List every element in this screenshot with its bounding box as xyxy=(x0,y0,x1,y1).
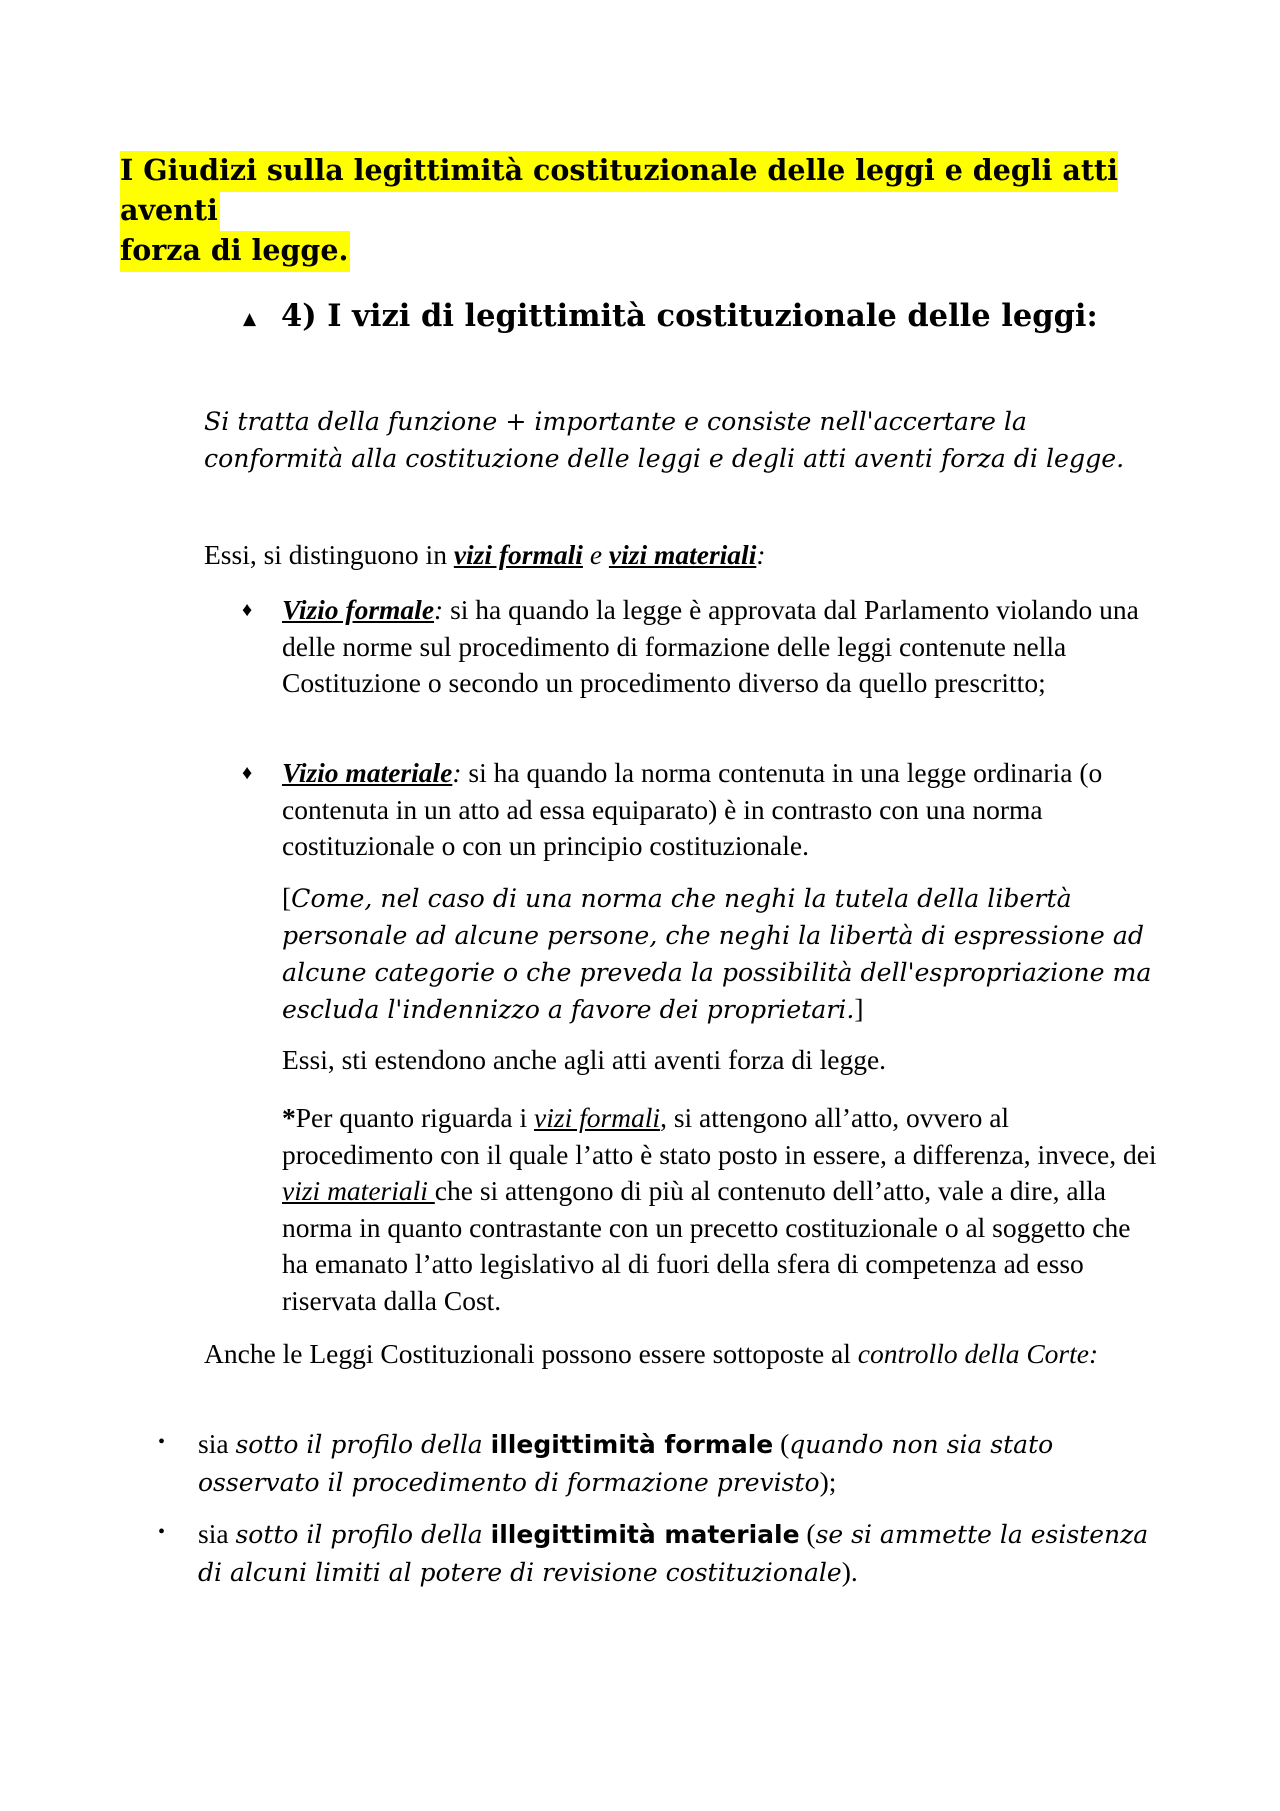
note-part-3: che si attengono di più al contenuto dell’atto, vale a dire, alla norma in quanto contrastante con un precetto costituzionale o al soggetto che ha emanato l’atto legislativo al di fuori della sfera di competenza ad esso riservata dalla Cost. xyxy=(282,1175,1131,1316)
profile-open-paren: ( xyxy=(799,1518,816,1549)
section-heading-text: 4) I vizi di legittimità costituzionale delle leggi: xyxy=(281,298,1098,334)
term-vizi-formali: vizi formali xyxy=(453,539,583,570)
asterisk-mark: * xyxy=(282,1102,296,1133)
bracket-close: ] xyxy=(854,993,864,1024)
note-paragraph xyxy=(282,1100,1162,1319)
title-line-1: I Giudizi sulla legittimità costituzionale delle leggi e degli atti aventi xyxy=(120,151,1118,232)
profile-lead: sia xyxy=(198,1518,236,1549)
constitutional-italic: controllo della Corte: xyxy=(857,1338,1099,1369)
distinction-conj: e xyxy=(582,539,609,570)
list-item-vizio-materiale xyxy=(242,755,1162,865)
profile-bold-term: illegittimità materiale xyxy=(490,1520,800,1549)
example-paragraph xyxy=(282,880,1162,1028)
note-part-1: Per quanto riguarda i xyxy=(295,1102,535,1133)
distinction-suffix: : xyxy=(756,539,766,570)
intro-paragraph: Si tratta della funzione + importante e consiste nell'accertare la conformità alla costituzione delle leggi e degli atti aventi forza di legge. xyxy=(204,407,1125,473)
profile-detail: quando non sia stato osservato il procedimento di formazione previsto xyxy=(198,1430,1054,1497)
list-item-illegittimita-formale xyxy=(158,1426,1168,1501)
term-vizio-formale: Vizio formale xyxy=(282,594,435,625)
dot-bullet-icon: • xyxy=(158,1521,166,1543)
section-heading xyxy=(243,296,1143,339)
list-item-vizio-formale xyxy=(242,592,1162,702)
distinction-prefix: Essi, si distinguono in xyxy=(204,539,454,570)
document-title xyxy=(120,150,1130,270)
profile-bold-term: illegittimità formale xyxy=(490,1430,774,1459)
bracket-open: [ xyxy=(282,882,292,913)
triangle-bullet-icon: ▲ xyxy=(243,309,257,329)
diamond-bullet-icon: ♦ xyxy=(242,599,253,621)
extension-paragraph: Essi, sti estendono anche agli atti aventi forza di legge. xyxy=(282,1044,887,1075)
constitutional-laws-paragraph xyxy=(204,1336,1164,1373)
profile-open-paren: ( xyxy=(773,1428,790,1459)
title-line-2: forza di legge. xyxy=(120,231,350,272)
profile-detail: se si ammette la esistenza di alcuni limiti al potere di revisione costituzionale xyxy=(198,1520,1149,1587)
vizio-materiale-text: si ha quando la norma contenuta in una legge ordinaria (o contenuta in un atto ad essa equiparato) è in contrasto con una norma costituzionale o con un principio costituzionale. xyxy=(282,757,1103,861)
distinction-paragraph xyxy=(204,537,766,574)
note-term-vizi-formali: vizi formali xyxy=(534,1102,661,1133)
note-part-2: , si attengono all’atto, ovvero al procedimento con il quale l’atto è stato posto in essere, a differenza, invece, dei xyxy=(282,1102,1157,1170)
term-vizi-materiali: vizi materiali xyxy=(608,539,757,570)
term-colon: : xyxy=(452,757,462,788)
profile-lead: sia xyxy=(198,1428,236,1459)
dot-bullet-icon: • xyxy=(158,1431,166,1453)
profile-italic: sotto il profilo della xyxy=(235,1430,491,1459)
constitutional-text: Anche le Leggi Costituzionali possono essere sottoposte al xyxy=(204,1338,858,1369)
profile-close-paren: ). xyxy=(841,1555,858,1587)
list-item-illegittimita-materiale xyxy=(158,1516,1168,1591)
vizio-formale-text: si ha quando la legge è approvata dal Parlamento violando una delle norme sul procedimento di formazione delle leggi contenute nella Costituzione o secondo un procedimento diverso da quello prescritto; xyxy=(282,594,1139,698)
profile-close-paren: ); xyxy=(819,1465,837,1497)
example-text: Come, nel caso di una norma che neghi la tutela della libertà personale ad alcune persone, che neghi la libertà di espressione ad alcune categorie o che preveda la possibilità dell'espropriazione ma escluda l'indennizzo a favore dei proprietari. xyxy=(282,884,1152,1024)
term-vizio-materiale: Vizio materiale xyxy=(282,757,453,788)
diamond-bullet-icon: ♦ xyxy=(242,762,253,784)
term-colon: : xyxy=(434,594,444,625)
note-term-vizi-materiali: vizi materiali xyxy=(282,1175,435,1206)
profile-italic: sotto il profilo della xyxy=(235,1520,491,1549)
